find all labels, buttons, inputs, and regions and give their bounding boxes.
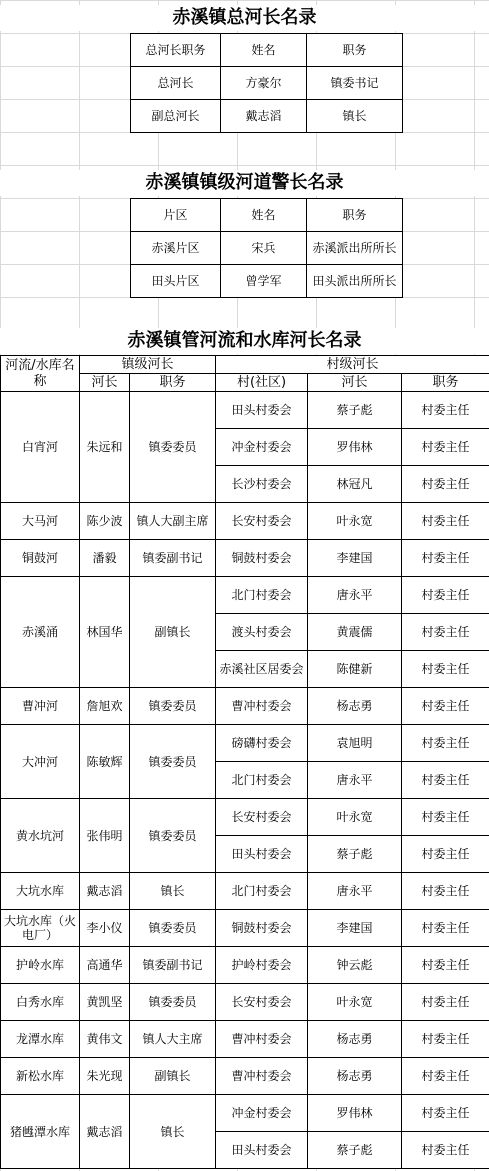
village-name: 曹冲村委会 xyxy=(216,688,308,725)
village-name: 北门村委会 xyxy=(216,577,308,614)
table-cell: 方豪尔 xyxy=(221,67,307,100)
town-chief: 黄凯坚 xyxy=(80,984,130,1021)
village-name: 北门村委会 xyxy=(216,873,308,910)
village-name: 铜鼓村委会 xyxy=(216,540,308,577)
column-header: 职务 xyxy=(307,34,403,67)
town-post: 镇委委员 xyxy=(130,799,216,873)
village-post: 村委主任 xyxy=(402,910,489,947)
river-name: 大马河 xyxy=(1,503,80,540)
table-row xyxy=(1,947,489,984)
table-row xyxy=(131,100,403,133)
village-post: 村委主任 xyxy=(402,762,489,799)
village-name: 曹冲村委会 xyxy=(216,1021,308,1058)
table-cell: 赤溪片区 xyxy=(131,232,221,265)
river-name: 龙潭水库 xyxy=(1,1021,80,1058)
col-header-village: 村级河长 xyxy=(216,356,489,374)
title-river-list: 赤溪镇管河流和水库河长名录 xyxy=(0,328,489,354)
header-row xyxy=(131,199,403,232)
town-chief: 陈少波 xyxy=(80,503,130,540)
village-chief: 杨志勇 xyxy=(308,688,402,725)
table-row xyxy=(1,577,489,614)
village-post: 村委主任 xyxy=(402,1132,489,1169)
table-cell: 宋兵 xyxy=(221,232,307,265)
village-name: 长安村委会 xyxy=(216,503,308,540)
col-header-village-chief: 河长 xyxy=(308,374,402,392)
village-chief: 叶永宽 xyxy=(308,503,402,540)
col-header-village-post: 职务 xyxy=(402,374,489,392)
town-post: 镇委副书记 xyxy=(130,540,216,577)
village-chief: 蔡子彪 xyxy=(308,1132,402,1169)
river-name: 新松水库 xyxy=(1,1058,80,1095)
village-post: 村委主任 xyxy=(402,429,489,466)
village-post: 村委主任 xyxy=(402,614,489,651)
table-cell: 镇长 xyxy=(307,100,403,133)
col-header-village-name: 村(社区) xyxy=(216,374,308,392)
village-post: 村委主任 xyxy=(402,688,489,725)
town-chief: 黄伟文 xyxy=(80,1021,130,1058)
column-header: 姓名 xyxy=(221,199,307,232)
village-chief: 杨志勇 xyxy=(308,1021,402,1058)
village-chief: 叶永宽 xyxy=(308,799,402,836)
village-chief: 罗伟林 xyxy=(308,429,402,466)
village-chief: 黄震儒 xyxy=(308,614,402,651)
village-name: 赤溪社区居委会 xyxy=(216,651,308,688)
village-name: 田头村委会 xyxy=(216,1132,308,1169)
village-chief: 唐永平 xyxy=(308,873,402,910)
title-chief-list: 赤溪镇总河长名录 xyxy=(0,5,489,31)
village-post: 村委主任 xyxy=(402,466,489,503)
table-cell: 田头片区 xyxy=(131,265,221,298)
village-post: 村委主任 xyxy=(402,577,489,614)
table-row xyxy=(1,503,489,540)
table-cell: 戴志滔 xyxy=(221,100,307,133)
town-chief: 高通华 xyxy=(80,947,130,984)
river-name: 白宵河 xyxy=(1,392,80,503)
village-name: 田头村委会 xyxy=(216,392,308,429)
village-chief: 陈健新 xyxy=(308,651,402,688)
village-chief: 钟云彪 xyxy=(308,947,402,984)
village-chief: 林冠凡 xyxy=(308,466,402,503)
town-post: 镇委委员 xyxy=(130,984,216,1021)
village-chief: 叶永宽 xyxy=(308,984,402,1021)
river-name: 曹冲河 xyxy=(1,688,80,725)
village-name: 渡头村委会 xyxy=(216,614,308,651)
river-name: 黄水坑河 xyxy=(1,799,80,873)
header-row xyxy=(1,356,489,374)
town-chief: 张伟明 xyxy=(80,799,130,873)
village-post: 村委主任 xyxy=(402,540,489,577)
table-row xyxy=(1,1021,489,1058)
village-name: 护岭村委会 xyxy=(216,947,308,984)
column-header: 职务 xyxy=(307,199,403,232)
river-name: 大坑水库 xyxy=(1,873,80,910)
village-chief: 蔡子彪 xyxy=(308,392,402,429)
col-header-town-post: 职务 xyxy=(130,374,216,392)
village-name: 长沙村委会 xyxy=(216,466,308,503)
river-table xyxy=(0,355,489,1169)
river-name: 护岭水库 xyxy=(1,947,80,984)
table-cell: 镇委书记 xyxy=(307,67,403,100)
town-chief: 李小仪 xyxy=(80,910,130,947)
town-chief: 戴志滔 xyxy=(80,873,130,910)
table-row xyxy=(1,799,489,836)
town-chief: 朱光现 xyxy=(80,1058,130,1095)
village-name: 长安村委会 xyxy=(216,799,308,836)
village-post: 村委主任 xyxy=(402,873,489,910)
village-name: 长安村委会 xyxy=(216,984,308,1021)
village-post: 村委主任 xyxy=(402,947,489,984)
village-name: 铜鼓村委会 xyxy=(216,910,308,947)
village-name: 冲金村委会 xyxy=(216,429,308,466)
header-row xyxy=(131,34,403,67)
village-post: 村委主任 xyxy=(402,1095,489,1132)
table-row xyxy=(131,232,403,265)
town-post: 镇长 xyxy=(130,1095,216,1169)
column-header: 总河长职务 xyxy=(131,34,221,67)
table-cell: 总河长 xyxy=(131,67,221,100)
village-chief: 罗伟林 xyxy=(308,1095,402,1132)
village-chief: 李建国 xyxy=(308,910,402,947)
village-post: 村委主任 xyxy=(402,836,489,873)
town-post: 镇长 xyxy=(130,873,216,910)
village-post: 村委主任 xyxy=(402,984,489,1021)
river-name: 赤溪涌 xyxy=(1,577,80,688)
table-row xyxy=(131,265,403,298)
town-chief: 戴志滔 xyxy=(80,1095,130,1169)
village-chief: 蔡子彪 xyxy=(308,836,402,873)
town-chief: 潘毅 xyxy=(80,540,130,577)
table-row xyxy=(1,1058,489,1095)
town-post: 副镇长 xyxy=(130,577,216,688)
village-name: 田头村委会 xyxy=(216,836,308,873)
village-post: 村委主任 xyxy=(402,1058,489,1095)
table-row xyxy=(1,540,489,577)
village-chief: 唐永平 xyxy=(308,577,402,614)
village-post: 村委主任 xyxy=(402,651,489,688)
table-row xyxy=(1,910,489,947)
town-chief: 朱远和 xyxy=(80,392,130,503)
village-name: 曹冲村委会 xyxy=(216,1058,308,1095)
table-row xyxy=(1,392,489,429)
village-name: 北门村委会 xyxy=(216,762,308,799)
col-header-town: 镇级河长 xyxy=(80,356,216,374)
table-row xyxy=(1,688,489,725)
river-name: 猪乸潭水库 xyxy=(1,1095,80,1169)
town-chief: 林国华 xyxy=(80,577,130,688)
river-name: 铜鼓河 xyxy=(1,540,80,577)
town-post: 镇委委员 xyxy=(130,910,216,947)
table-cell: 赤溪派出所所长 xyxy=(307,232,403,265)
town-post: 镇委委员 xyxy=(130,392,216,503)
town-post: 镇委委员 xyxy=(130,688,216,725)
town-post: 镇委委员 xyxy=(130,725,216,799)
river-name: 大冲河 xyxy=(1,725,80,799)
village-name: 磅礴村委会 xyxy=(216,725,308,762)
town-chief: 陈敏辉 xyxy=(80,725,130,799)
table-row xyxy=(1,725,489,762)
table-cell: 曾学军 xyxy=(221,265,307,298)
column-header: 姓名 xyxy=(221,34,307,67)
village-post: 村委主任 xyxy=(402,392,489,429)
river-name: 大坑水库（火电厂） xyxy=(1,910,80,947)
table-cell: 副总河长 xyxy=(131,100,221,133)
col-header-river: 河流/水库名称 xyxy=(1,356,80,392)
village-chief: 李建国 xyxy=(308,540,402,577)
village-post: 村委主任 xyxy=(402,725,489,762)
column-header: 片区 xyxy=(131,199,221,232)
village-post: 村委主任 xyxy=(402,799,489,836)
village-post: 村委主任 xyxy=(402,1021,489,1058)
river-name: 白秀水库 xyxy=(1,984,80,1021)
village-chief: 杨志勇 xyxy=(308,1058,402,1095)
police-table xyxy=(130,198,403,298)
town-post: 镇委副书记 xyxy=(130,947,216,984)
village-name: 冲金村委会 xyxy=(216,1095,308,1132)
col-header-town-chief: 河长 xyxy=(80,374,130,392)
title-police-list: 赤溪镇镇级河道警长名录 xyxy=(0,170,489,196)
chief-table xyxy=(130,33,403,133)
table-row xyxy=(131,67,403,100)
table-cell: 田头派出所所长 xyxy=(307,265,403,298)
table-row xyxy=(1,984,489,1021)
town-chief: 詹旭欢 xyxy=(80,688,130,725)
town-post: 副镇长 xyxy=(130,1058,216,1095)
village-chief: 袁旭明 xyxy=(308,725,402,762)
village-post: 村委主任 xyxy=(402,503,489,540)
town-post: 镇人大副主席 xyxy=(130,503,216,540)
table-row xyxy=(1,1095,489,1132)
town-post: 镇人大主席 xyxy=(130,1021,216,1058)
village-chief: 唐永平 xyxy=(308,762,402,799)
table-row xyxy=(1,873,489,910)
